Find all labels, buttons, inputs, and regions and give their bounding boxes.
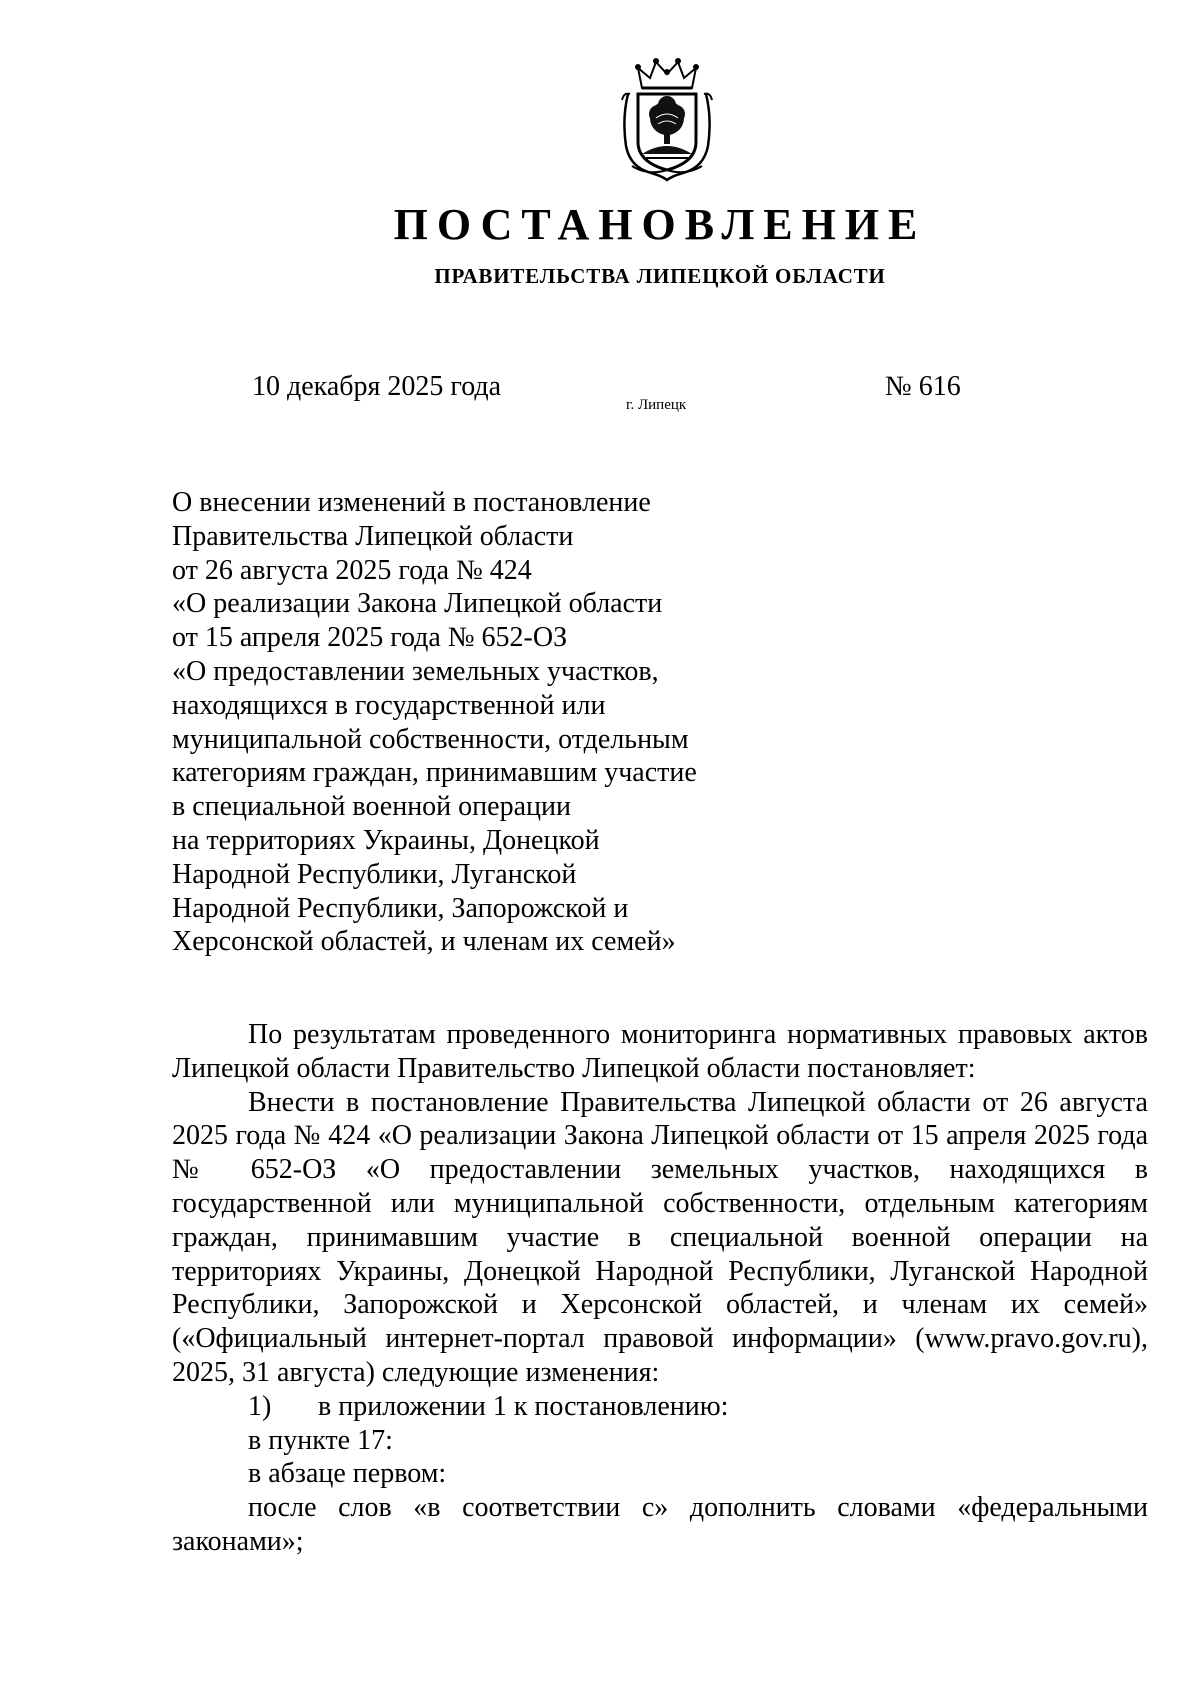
heading-line: «О предоставлении земельных участков, (172, 655, 659, 687)
heading-line: категориям граждан, принимавшим участие (172, 757, 697, 789)
amendment-item-number: 1) (248, 1390, 272, 1422)
heading-line: от 26 августа 2025 года № 424 (172, 554, 532, 586)
amendment-item (172, 1390, 1148, 1424)
heading-line: Народной Республики, Запорожской и (172, 892, 629, 924)
body-paragraph-amendment: Внести в постановление Правительства Липецкой области от 26 августа 2025 года № 424 «О реализации Закона Липецкой области от 15 апреля 2025 года № 652-ОЗ «О предоставлении земельных участков, находящихся в государственной или муниципальной собственности, отдельным категориям граждан, принимавшим участие в специальной военной операции на территориях Украины, Донецкой Народной Республики, Луганской Народной Республики, Запорожской и Херсонской областей, и членам их семей» («Официальный интернет-портал правовой информации» (www.pravo.gov.ru), 2025, 31 августа) следующие изменения: (172, 1086, 1148, 1388)
document-number: № 616 (885, 371, 961, 402)
heading-line: Херсонской областей, и членам их семей» (172, 926, 676, 958)
amendment-item-text: в приложении 1 к постановлению: (318, 1390, 729, 1422)
heading-line: муниципальной собственности, отдельным (172, 723, 689, 755)
heading-line: находящихся в государственной или (172, 689, 606, 721)
document-city: г. Липецк (626, 397, 687, 413)
heading-line: на территориях Украины, Донецкой (172, 824, 600, 856)
heading-line: Правительства Липецкой области (172, 520, 574, 552)
heading-line: от 15 апреля 2025 года № 652-ОЗ (172, 622, 568, 654)
body-paragraph-change: после слов «в соответствии с» дополнить словами «федеральными законами»; (172, 1492, 1148, 1557)
body-paragraph-preamble: По результатам проведенного мониторинга нормативных правовых актов Липецкой области Правительство Липецкой области постановляет: (172, 1019, 1148, 1084)
document-body (172, 1018, 1148, 1559)
lipetsk-coat-of-arms-icon (618, 58, 716, 182)
document-issuer: ПРАВИТЕЛЬСТВА ЛИПЕЦКОЙ ОБЛАСТИ (434, 264, 886, 288)
heading-line: Народной Республики, Луганской (172, 858, 577, 890)
body-paragraph-point: в пункте 17: (248, 1424, 393, 1456)
document-title: ПОСТАНОВЛЕНИЕ (393, 200, 927, 249)
heading-line: О внесении изменений в постановление (172, 487, 651, 518)
body-paragraph-subpoint: в абзаце первом: (248, 1458, 447, 1490)
heading-line: «О реализации Закона Липецкой области (172, 588, 663, 620)
document-date: 10 декабря 2025 года (252, 371, 502, 402)
heading-line: в специальной военной операции (172, 791, 571, 823)
document-heading (172, 486, 792, 959)
